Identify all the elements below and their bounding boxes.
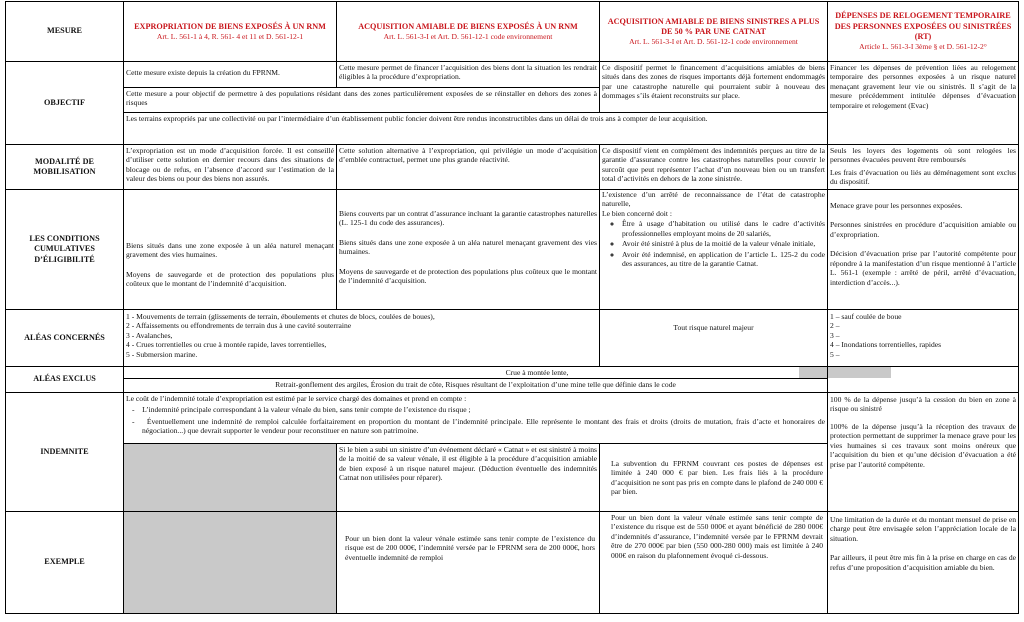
objectif-col3: Ce dispositif permet le financement d’acquisitions amiables de biens situés dans des zones de risques importants déjà fortement endommagés par une catastrophe naturelle qui pourraient subir à nouveau des dommages s’ils étaient reconstruits sur place. xyxy=(602,63,825,101)
aleas-col4-item: 4 – Inondations torrentielles, rapides xyxy=(830,340,942,350)
row-label-modalite: MODALITÉ DE MOBILISATION xyxy=(33,156,96,176)
conditions-col4-b: Personnes sinistrées en procédure d’acquisition amiable ou d’expropriation. xyxy=(830,220,1016,239)
header-col1-title: EXPROPRIATION DE BIENS EXPOSÉS À UN RNM xyxy=(134,21,326,31)
aleas-col4 xyxy=(830,312,1016,359)
aleas-item: 1 - Mouvements de terrain (glissements de terrain, éboulements et chutes de blocs, coulées de boues), xyxy=(126,312,435,321)
aleas-item: 4 - Crues torrentielles ou crue à montée rapide, laves torrentielles, xyxy=(126,340,327,350)
conditions-col3-item: ◦ Être à usage d’habitation ou utilisé dans le cadre d’activités professionnelles employant moins de 20 salariés, xyxy=(622,219,825,238)
header-expropriation xyxy=(124,2,336,61)
indemnite-dash-1 xyxy=(126,405,825,414)
aleas-col4-item: 5 – xyxy=(830,349,840,359)
conditions-col3-item: ◦ Avoir été sinistré à plus de la moitié de la valeur vénale initiale, xyxy=(622,239,825,248)
row-label-indemnite: INDEMNITE xyxy=(40,446,89,456)
indemnite-d1: L’indemnité principale correspondant à la valeur vénale du bien, sans tenir compte de l’existence du risque ; xyxy=(142,405,471,415)
header-col2-ref: Art. L. 561-3-I et Art. D. 561-12-1 code environnement xyxy=(383,31,553,41)
exclus-col12: Crue à montée lente, xyxy=(505,368,569,377)
conditions-col3-item: ◦ Avoir été indemnisé, en application de l’article L. 125-2 du code des assurances, au titre de la garantie Catnat. xyxy=(622,250,825,269)
row-label-objectif: OBJECTIF xyxy=(44,97,85,107)
exemple-col4-b: Par ailleurs, il peut être mis fin à la prise en charge en cas de refus d’une proposition d’acquisition amiable du bien. xyxy=(830,553,1016,572)
exemple-col3: Pour un bien dont la valeur vénale estimée sans tenir compte de l’existence du risque est de 550 000€ et ayant bénéficié de 280 000€ d’indemnités d’assurance, l’indemnité versée par le FPRNM devrait être de 270 000€ par bien (550 000-280 000) mais est limitée à 240 000€ en raison du plafonnement évoqué ci-dessous. xyxy=(611,513,823,560)
dash-icon: - xyxy=(132,405,143,415)
conditions-col3-intro2: Le bien concerné doit : xyxy=(602,208,673,218)
row-label-exclus: ALÉAS EXCLUS xyxy=(33,374,96,384)
conditions-col2-b: Biens situés dans une zone exposée à un aléa naturel menaçant gravement des vies humaines. xyxy=(339,237,597,257)
header-col2-title: ACQUISITION AMIABLE DE BIENS EXPOSÉS À UN RNM xyxy=(358,21,578,31)
header-col3-ref: Art. L. 561-3-I et Art. D. 561-12-1 code environnement xyxy=(629,37,798,46)
header-col1-ref: Art. L. 561-1 à 4, R. 561- 4 et 11 et D. 561-12-1 xyxy=(156,31,304,41)
grey-cell-exclus xyxy=(799,366,891,378)
aleas-item: 5 - Submersion marine. xyxy=(126,349,198,359)
objectif-col123: Les terrains expropriés par une collectivité ou par l’intermédiaire d’un établissement public foncier doivent être rendus inconstructibles dans un délai de trois ans à compter de leur acquisition. xyxy=(126,114,708,123)
indemnite-col2: Si le bien a subi un sinistre d’un événement déclaré « Catnat » et est sinistré à moins de la moitié de sa valeur vénale, il est éligible à la procédure d’acquisition amiable de bien exposé à un risque naturel majeur. (Déduction éventuelle des indemnités Catnat non utilisées pour réparer). xyxy=(339,445,597,483)
conditions-col1 xyxy=(126,241,334,292)
indemnite-col4-b: 100% de la dépense jusqu’à la réception des travaux de protection permettant de supprimer la menace grave pour les vies humaines si ces travaux sont moins onéreux que l’acquisition du bien et qu’une décision d’évacuation a été prise par l’autorité compétente. xyxy=(830,421,1016,469)
indemnite-col123 xyxy=(126,394,825,436)
header-col4-ref: Article L. 561-3-I 3ème § et D. 561-12-2° xyxy=(859,42,987,52)
header-acquisition-sinistres xyxy=(600,2,827,61)
indemnite-d2: Éventuellement une indemnité de remploi calculée forfaitairement en proportion du montant de l’indemnité principale. Elle représente le montant des frais et droits (droits de mutation, frais d’acte et honoraires de négociation...) que devrait supporter le vendeur pour reconstituer en nature son patrimoine. xyxy=(142,416,825,436)
conditions-col2 xyxy=(339,209,597,289)
dash-icon: - xyxy=(132,416,147,426)
conditions-col2-a: Biens couverts par un contrat d’assurance incluant la garantie catastrophes naturelles (L. 125-1 du code des assurances). xyxy=(339,209,597,228)
conditions-col1-b: Moyens de sauvegarde et de protection des populations plus coûteux que le montant de l’indemnité d’acquisition. xyxy=(126,269,334,289)
aleas-col4-item: 3 – xyxy=(830,330,840,340)
aleas-col12 xyxy=(126,312,596,359)
indemnite-col3: La subvention du FPRNM couvrant ces postes de dépenses est limitée à 240 000 € par bien. Les frais liés à la procédure d’acquisition ne sont pas pris en compte dans le plafond de 240 000 € par bien. xyxy=(611,459,823,497)
row-label-conditions: LES CONDITIONS CUMULATIVES D’ÉLIGIBILITÉ xyxy=(29,234,100,264)
modalite-col4-b: Les frais d’évacuation ou liés au déménagement sont exclus du dispositif. xyxy=(830,167,1016,187)
modalite-col4 xyxy=(830,146,1016,190)
row-label-exemple: EXEMPLE xyxy=(44,557,85,567)
conditions-col3-intro: L’existence d’un arrêté de reconnaissance de l’état de catastrophe naturelle, xyxy=(602,190,825,209)
objectif-col4: Financer les dépenses de prévention liées au relogement temporaire des personnes exposées à un risque naturel menaçant gravement leur vie ou sinistrés. Il s’agit de la mesure précédemment intitulée dépenses d’évacuation temporaire et relogement (Evac) xyxy=(830,63,1016,110)
header-acquisition-amiable xyxy=(337,2,599,61)
exemple-col2: Pour un bien dont la valeur vénale estimée sans tenir compte de l’existence du risque est de 200 000€, l’indemnité versée par le FPRNM sera de 200 000€, hors éventuelle indemnité de remploi xyxy=(345,534,595,562)
header-col4-title: DÉPENSES DE RELOGEMENT TEMPORAIRE DES PERSONNES EXPOSÉES OU SINISTRÉES (RT) xyxy=(834,11,1012,41)
modalite-col2: Cette solution alternative à l’expropriation, qui privilégie un mode d’acquisition d’emblée contractuel, permet une plus grande réactivité. xyxy=(339,146,597,165)
row-label-aleas: ALÉAS CONCERNÉS xyxy=(24,332,105,342)
aleas-col3: Tout risque naturel majeur xyxy=(673,323,754,332)
conditions-col4-a: Menace grave pour les personnes exposées. xyxy=(830,201,963,210)
indemnite-dash-2 xyxy=(126,417,825,436)
indemnite-col4-a: 100 % de la dépense jusqu’à la cession du bien en zone à risque ou sinistré xyxy=(830,395,1016,414)
grey-cell-indemnite-c1 xyxy=(123,443,336,511)
exemple-col4-a: Une limitation de la durée et du montant mensuel de prise en charge peut être envisagée selon l’appréciation locale de la situation. xyxy=(830,515,1016,543)
aleas-item: 3 - Avalanches, xyxy=(126,330,173,340)
aleas-col4-item: 2 – xyxy=(830,321,840,331)
header-relogement xyxy=(828,2,1018,61)
header-mesure: MESURE xyxy=(46,26,83,36)
modalite-col4-a: Seuls les loyers des logements où sont relogées les personnes évacuées peuvent être remboursés xyxy=(830,146,1016,165)
aleas-item: 2 - Affaissements ou effondrements de terrain dus à une cavité souterraine xyxy=(126,321,352,331)
modalite-col1: L’expropriation est un mode d’acquisition forcée. Il est conseillé d’utiliser cette solution en dernier recours dans des situations de blocage ou de refus, en l’absence d’accord sur l’estimation de la valeur des biens ou pour des biens non assurés. xyxy=(126,146,334,184)
modalite-col3: Ce dispositif vient en complément des indemnités perçues au titre de la garantie d’assurance contre les catastrophes naturelles pour couvrir le surcoût que peut représenter l’achat d’un nouveau bien ou un transfert total d’activités en dehors de la zone sinistrée. xyxy=(602,146,825,184)
conditions-col2-c: Moyens de sauvegarde et de protection des populations plus coûteux que le montant de l’indemnité d’acquisition. xyxy=(339,266,597,286)
objectif-col12: Cette mesure a pour objectif de permettre à des populations résidant dans des zones particulièrement exposées de se réinstaller en dehors des zones à risques xyxy=(126,89,597,108)
aleas-col4-item: 1 – sauf coulée de boue xyxy=(830,312,902,321)
conditions-col3 xyxy=(602,190,825,270)
exemple-col4 xyxy=(830,515,1016,575)
grey-cell-exemple-c1 xyxy=(123,511,336,613)
indemnite-col4 xyxy=(830,395,1016,472)
exclus-all: Retrait-gonflement des argiles, Érosion du trait de côte, Risques résultant de l’exploitation d’une mine telle que définie dans le code xyxy=(275,380,676,389)
conditions-col4-c: Décision d’évacuation prise par l’autorité compétente pour répondre à la manifestation d’un risque mentionné à l’article L. 561-1 (exemple : arrêté de péril, arrêté d’évacuation, interdiction d’accès...). xyxy=(830,249,1016,287)
objectif-col2: Cette mesure permet de financer l’acquisition des biens dont la situation les rendrait éligibles à la procédure d’expropriation. xyxy=(339,63,597,82)
header-col3-title: ACQUISITION AMIABLE DE BIENS SINISTRES A PLUS DE 50 % PAR UNE CATNAT xyxy=(607,16,820,36)
indemnite-intro: Le coût de l’indemnité totale d’expropriation est estimé par le service chargé des domaines et prend en compte : xyxy=(126,394,467,403)
measures-table xyxy=(5,1,1019,621)
objectif-col1: Cette mesure existe depuis la création du FPRNM. xyxy=(126,68,280,77)
conditions-col4 xyxy=(830,201,1016,290)
conditions-col1-a: Biens situés dans une zone exposée à un aléa naturel menaçant gravement des vies humaines. xyxy=(126,241,334,260)
